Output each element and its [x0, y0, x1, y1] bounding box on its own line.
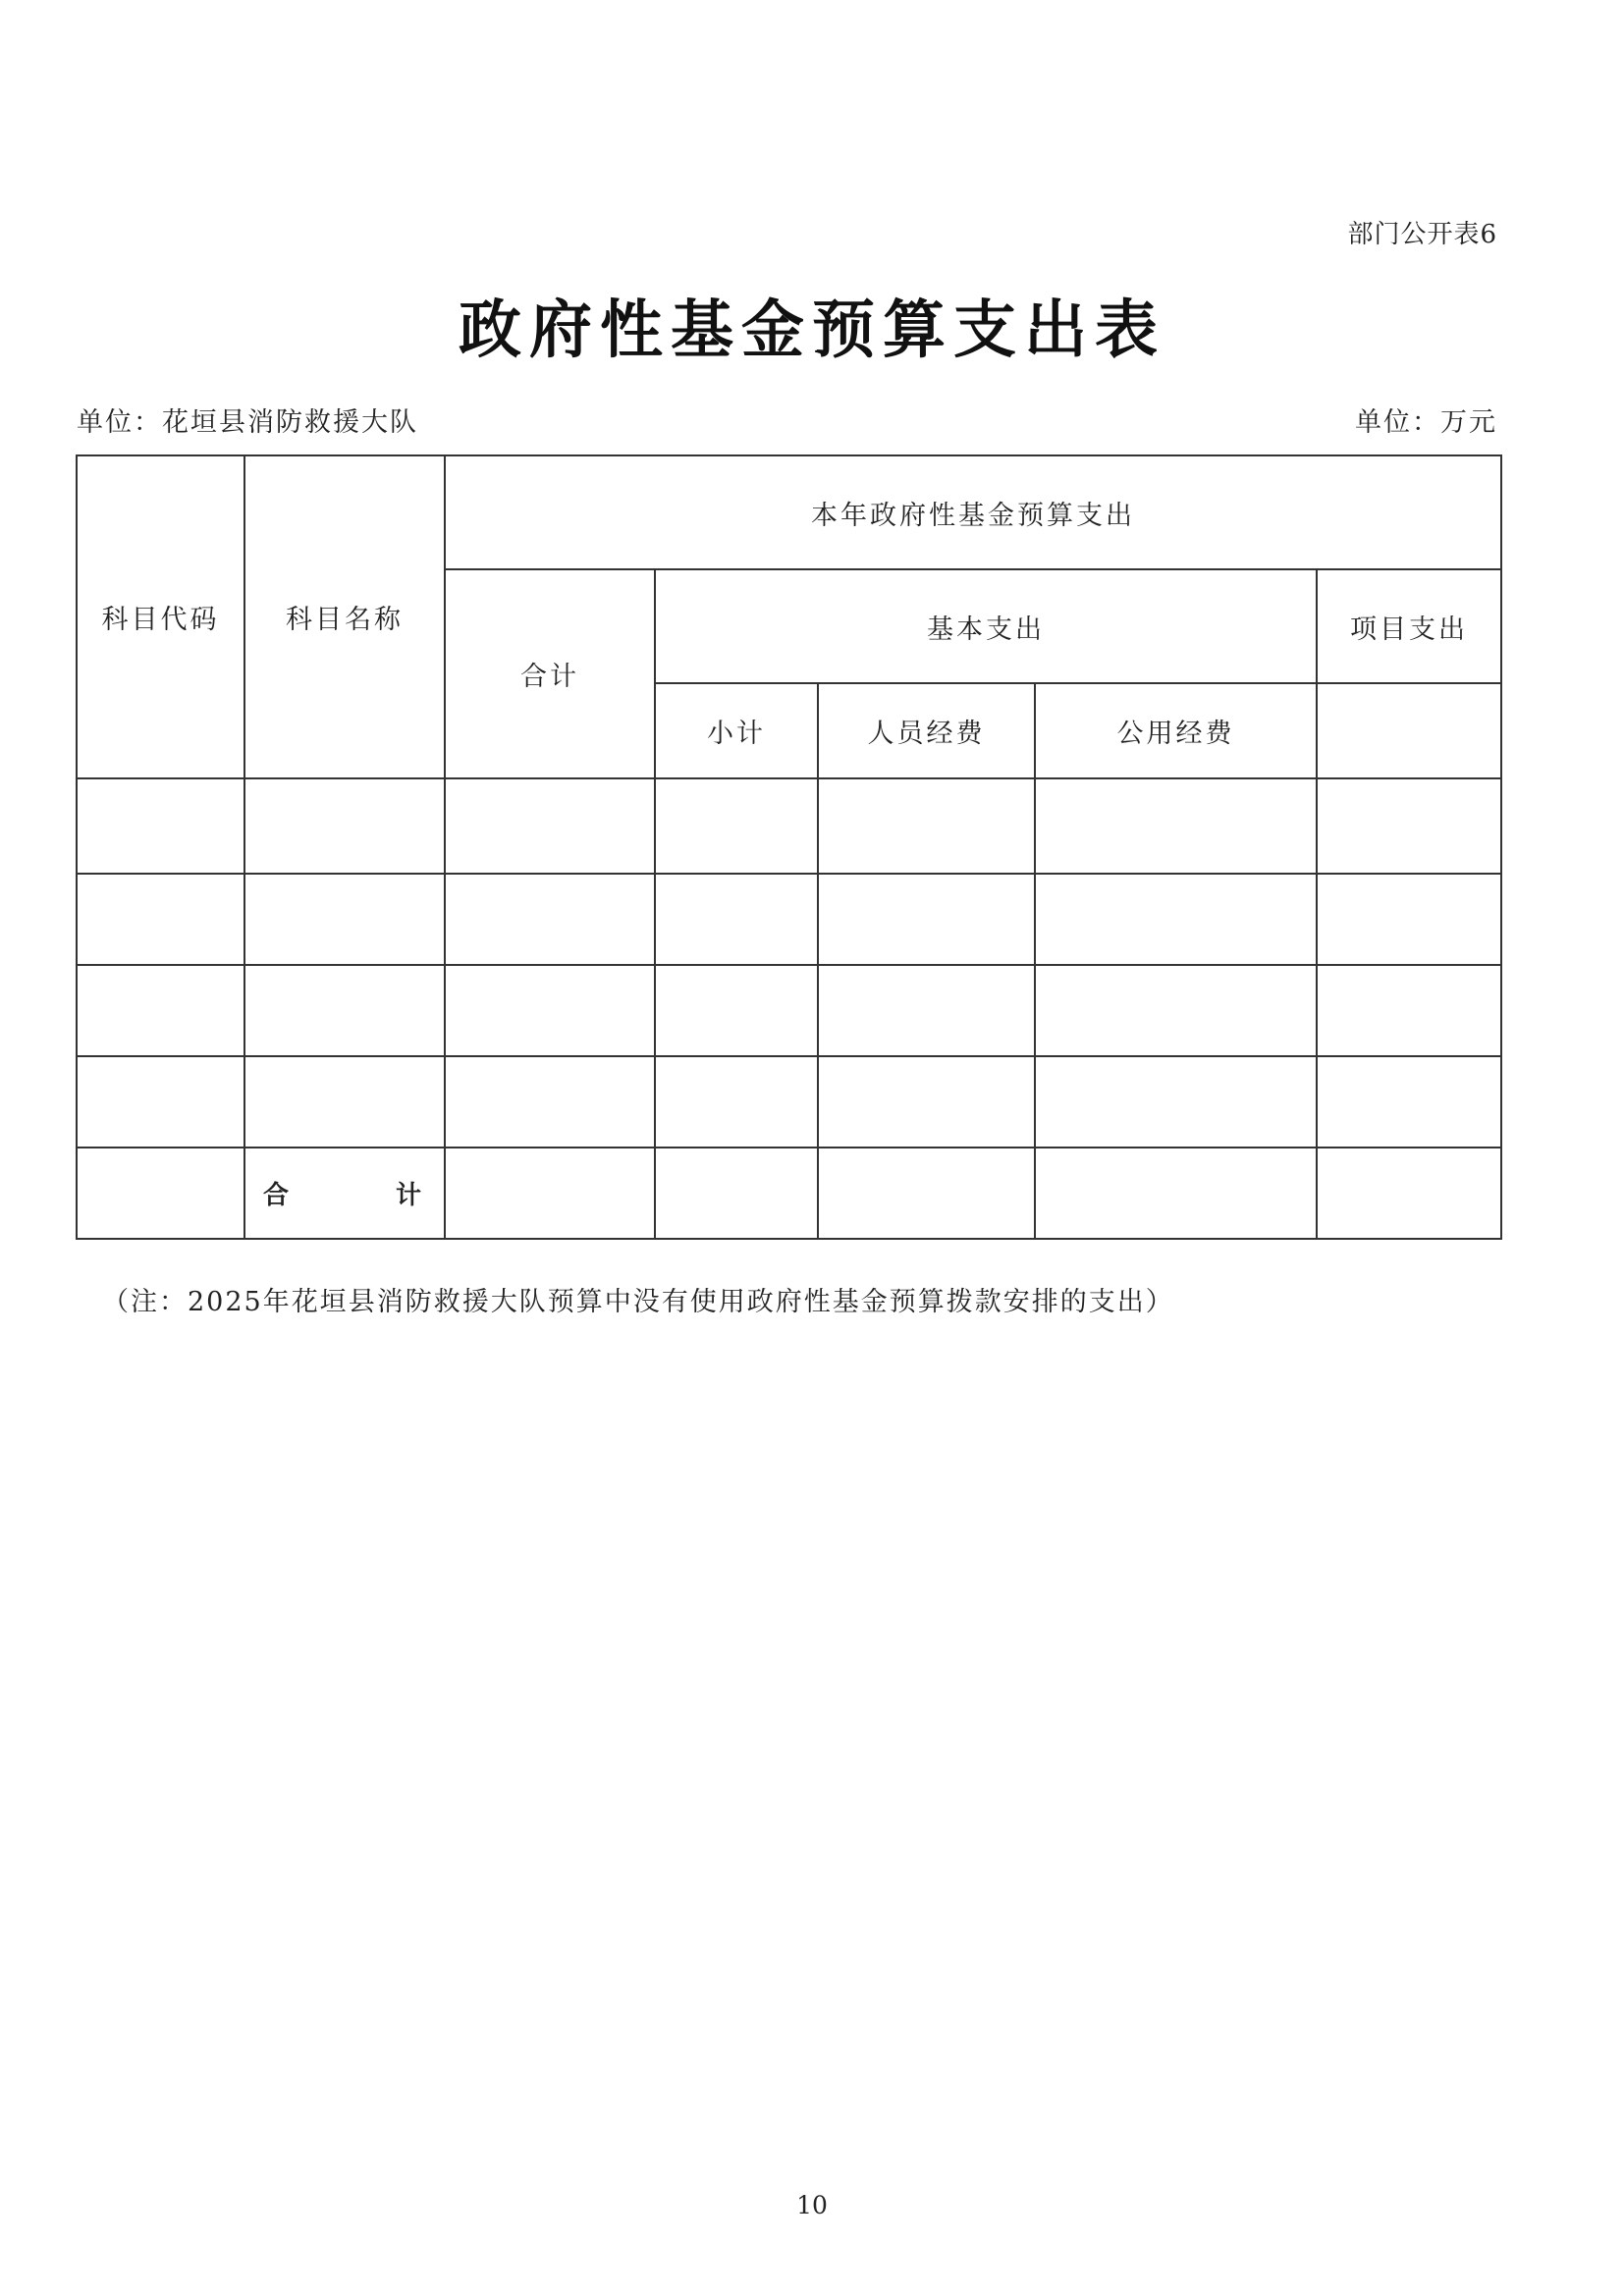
table-cell [77, 874, 244, 965]
page-title: 政府性基金预算支出表 [459, 294, 1165, 367]
table-row [77, 874, 1501, 965]
table-cell [1317, 874, 1501, 965]
table-row [77, 965, 1501, 1056]
budget-table [76, 454, 1502, 1240]
total-label-left: 合 [263, 1181, 293, 1210]
header-project-blank [1317, 683, 1501, 778]
table-cell [1035, 778, 1317, 874]
table-cell [818, 778, 1035, 874]
header-row-1 [77, 455, 1501, 569]
header-annual-fund-expenditure: 本年政府性基金预算支出 [445, 455, 1501, 569]
table-cell [1317, 1148, 1501, 1239]
table-cell [1035, 965, 1317, 1056]
table-cell [1035, 1056, 1317, 1148]
table-cell [445, 1056, 655, 1148]
header-subtotal: 小计 [655, 683, 818, 778]
table-cell [77, 1148, 244, 1239]
table-cell [445, 778, 655, 874]
table-cell [244, 1056, 445, 1148]
total-label-right: 计 [395, 1181, 424, 1210]
header-subject-name: 科目名称 [244, 455, 445, 778]
footnote: （注：2025年花垣县消防救援大队预算中没有使用政府性基金预算拨款安排的支出） [102, 1287, 1174, 1317]
table-cell [1317, 965, 1501, 1056]
table-cell [818, 874, 1035, 965]
header-total: 合计 [445, 569, 655, 778]
table-cell [77, 965, 244, 1056]
header-public-expenses: 公用经费 [1035, 683, 1317, 778]
form-code: 部门公开表6 [1347, 220, 1497, 249]
page-number: 10 [796, 2191, 828, 2219]
header-personnel-expenses: 人员经费 [818, 683, 1035, 778]
table-row [77, 778, 1501, 874]
table-cell [244, 874, 445, 965]
table-cell [818, 1056, 1035, 1148]
table-cell [818, 965, 1035, 1056]
table-cell [655, 778, 818, 874]
table-cell [655, 1056, 818, 1148]
table-cell [445, 874, 655, 965]
table-cell [77, 778, 244, 874]
table-row [77, 1056, 1501, 1148]
reporting-unit: 单位：花垣县消防救援大队 [77, 407, 418, 438]
table-cell [1317, 778, 1501, 874]
table-cell [1317, 1056, 1501, 1148]
currency-unit: 单位：万元 [1355, 407, 1497, 438]
header-project-expenditure: 项目支出 [1317, 569, 1501, 683]
total-row [77, 1148, 1501, 1239]
header-subject-code: 科目代码 [77, 455, 244, 778]
table-cell [1035, 1148, 1317, 1239]
table-cell [655, 874, 818, 965]
table-cell [655, 1148, 818, 1239]
table-cell [1035, 874, 1317, 965]
table-cell [655, 965, 818, 1056]
table-cell [445, 1148, 655, 1239]
table-cell [244, 965, 445, 1056]
table-cell [77, 1056, 244, 1148]
header-basic-expenditure: 基本支出 [655, 569, 1317, 683]
table-cell [244, 778, 445, 874]
table-cell [818, 1148, 1035, 1239]
table-cell [445, 965, 655, 1056]
total-label-cell [244, 1148, 445, 1239]
